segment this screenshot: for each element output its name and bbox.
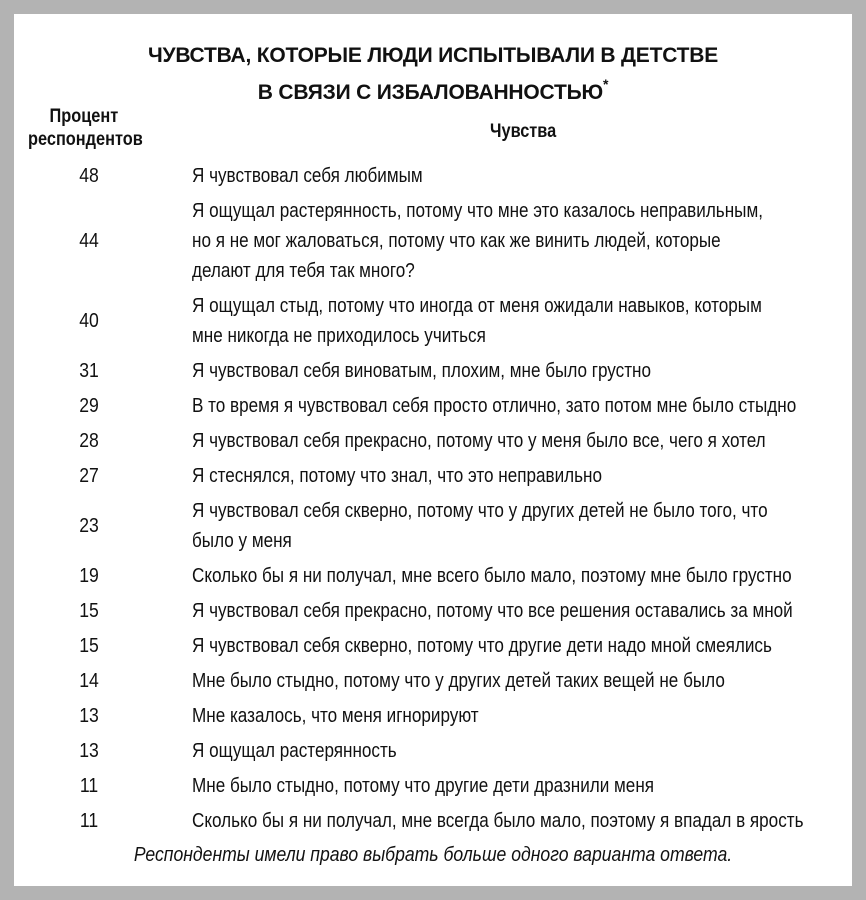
feeling-line: мне никогда не приходилось учиться — [192, 325, 486, 347]
row-feeling — [192, 391, 833, 421]
feeling-line: Я стеснялся, потому что знал, что это неправильно — [192, 465, 602, 487]
row-feeling — [192, 161, 833, 191]
row-percent: 27 — [79, 465, 99, 487]
row-percent: 13 — [79, 705, 99, 727]
row-percent: 48 — [79, 165, 99, 187]
row-feeling — [192, 806, 833, 836]
percent-header-line-2: респондентов — [28, 129, 143, 150]
table-title — [14, 41, 852, 108]
row-percent: 31 — [79, 360, 99, 382]
feeling-line: В то время я чувствовал себя просто отлично, зато потом мне было стыдно — [192, 395, 797, 417]
row-percent: 19 — [79, 565, 99, 587]
table-row — [14, 631, 852, 661]
feeling-line: Я ощущал стыд, потому что иногда от меня ожидали навыков, которым — [192, 295, 762, 317]
row-percent: 15 — [79, 635, 99, 657]
row-feeling — [192, 356, 833, 386]
feelings-column-header: Чувства — [490, 121, 557, 142]
feeling-line: Я чувствовал себя виноватым, плохим, мне было грустно — [192, 360, 652, 382]
row-percent: 11 — [79, 810, 99, 832]
row-percent: 11 — [79, 775, 99, 797]
row-percent: 44 — [79, 230, 99, 252]
row-feeling — [192, 291, 833, 351]
feeling-line: Я чувствовал себя любимым — [192, 165, 423, 187]
percent-header-line-1: Процент — [49, 106, 119, 127]
feeling-line: Сколько бы я ни получал, мне всего было мало, поэтому мне было грустно — [192, 565, 792, 587]
feeling-line: Сколько бы я ни получал, мне всегда было мало, поэтому я впадал в ярость — [192, 810, 804, 832]
feeling-line: Я ощущал растерянность — [192, 740, 397, 762]
table-row — [14, 806, 852, 836]
table-row — [14, 356, 852, 386]
table-row — [14, 701, 852, 731]
table-row — [14, 161, 852, 191]
row-percent: 29 — [79, 395, 99, 417]
table-row — [14, 461, 852, 491]
table-row — [14, 561, 852, 591]
feeling-line: Мне казалось, что меня игнорируют — [192, 705, 479, 727]
row-percent: 14 — [79, 670, 99, 692]
table-row — [14, 736, 852, 766]
feeling-line: Я ощущал растерянность, потому что мне это казалось неправильным, — [192, 200, 763, 222]
table-card — [14, 14, 852, 886]
title-line-1: ЧУВСТВА, КОТОРЫЕ ЛЮДИ ИСПЫТЫВАЛИ В ДЕТСТВЕ — [147, 44, 719, 67]
feeling-line: делают для тебя так много? — [192, 260, 415, 282]
feeling-line: Я чувствовал себя скверно, потому что у других детей не было того, что — [192, 500, 768, 522]
title-line-2-text: В СВЯЗИ С ИЗБАЛОВАННОСТЬЮ — [257, 81, 603, 104]
row-feeling — [192, 496, 833, 556]
table-row — [14, 496, 852, 556]
row-feeling — [192, 701, 833, 731]
table-row — [14, 291, 852, 351]
feeling-line: Мне было стыдно, потому что у других детей таких вещей не было — [192, 670, 725, 692]
row-feeling — [192, 196, 833, 286]
row-feeling — [192, 666, 833, 696]
table-row — [14, 596, 852, 626]
feeling-line: Мне было стыдно, потому что другие дети дразнили меня — [192, 775, 655, 797]
footnote-marker: * — [602, 76, 609, 92]
row-percent: 13 — [79, 740, 99, 762]
feeling-line: было у меня — [192, 530, 292, 552]
feeling-line: но я не мог жаловаться, потому что как же винить людей, которые — [192, 230, 721, 252]
row-feeling — [192, 596, 833, 626]
percent-column-header — [28, 105, 143, 151]
title-line-2 — [14, 71, 852, 108]
row-feeling — [192, 631, 833, 661]
row-percent: 40 — [79, 310, 99, 332]
table-row — [14, 426, 852, 456]
table-row — [14, 391, 852, 421]
row-feeling — [192, 771, 833, 801]
feeling-line: Я чувствовал себя прекрасно, потому что все решения оставались за мной — [192, 600, 793, 622]
footnote: Респонденты имели право выбрать больше одного варианта ответа. — [133, 844, 733, 866]
row-feeling — [192, 736, 833, 766]
row-percent: 23 — [79, 515, 99, 537]
row-feeling — [192, 426, 833, 456]
feeling-line: Я чувствовал себя скверно, потому что другие дети надо мной смеялись — [192, 635, 772, 657]
row-feeling — [192, 561, 833, 591]
feeling-line: Я чувствовал себя прекрасно, потому что у меня было все, чего я хотел — [192, 430, 766, 452]
row-feeling — [192, 461, 833, 491]
table-row — [14, 771, 852, 801]
row-percent: 15 — [79, 600, 99, 622]
table-row — [14, 666, 852, 696]
table-row — [14, 196, 852, 286]
row-percent: 28 — [79, 430, 99, 452]
